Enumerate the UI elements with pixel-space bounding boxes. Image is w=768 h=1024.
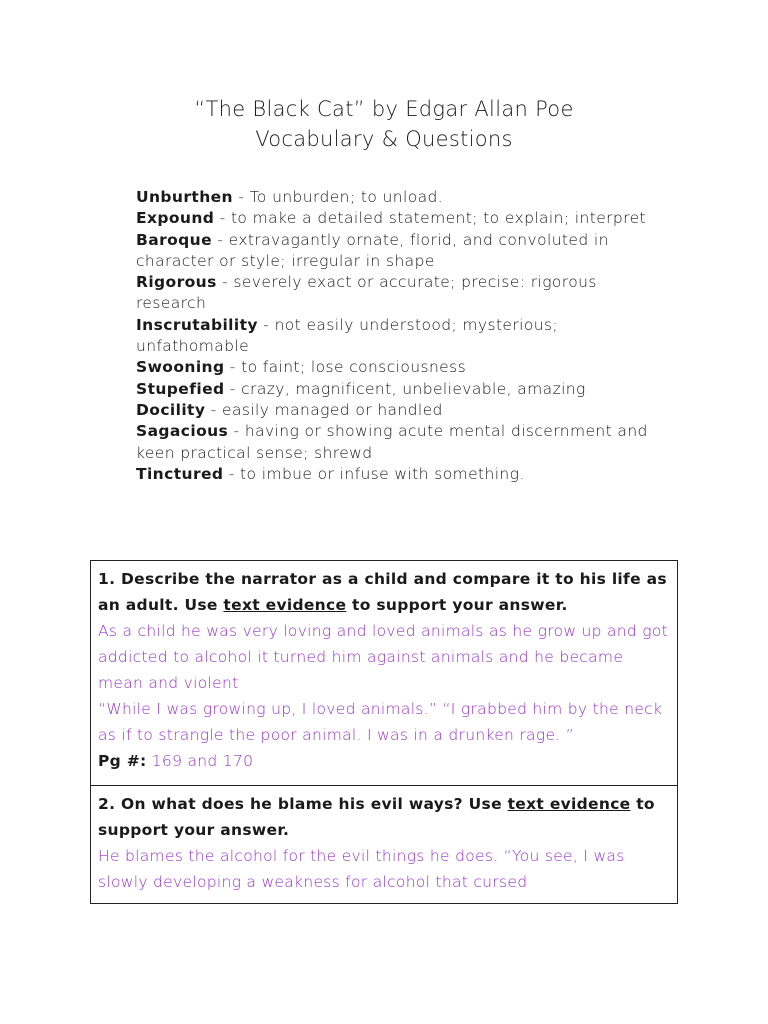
vocab-term: Rigorous: [136, 273, 217, 292]
vocab-definition: - extravagantly ornate, florid, and convoluted in character or style; irregular in shape: [136, 230, 609, 270]
vocab-term: Swooning: [136, 358, 225, 377]
page-reference: [98, 748, 671, 774]
vocabulary-list: [136, 187, 666, 485]
prompt-text: to support your answer.: [346, 596, 568, 614]
vocab-term: Sagacious: [136, 422, 229, 441]
vocab-term: Inscrutability: [136, 315, 258, 334]
vocab-term: Tinctured: [136, 464, 224, 483]
vocab-definition: - to imbue or infuse with something.: [223, 464, 525, 483]
vocab-definition: - to make a detailed statement; to explain; interpret: [214, 209, 647, 228]
answer-text: As a child he was very loving and loved animals as he grow up and got addicted to alcohol it turned him against animals and he became mean and violent: [98, 622, 669, 692]
vocab-entry: [136, 187, 666, 208]
question-box-1: [90, 560, 678, 786]
vocab-entry: [136, 400, 666, 421]
vocab-entry: [136, 230, 666, 273]
title-line-1: “The Black Cat” by Edgar Allan Poe: [194, 97, 574, 121]
question-prompt: [98, 566, 671, 618]
question-prompt: [98, 791, 671, 843]
vocab-term: Baroque: [136, 230, 213, 249]
prompt-text: 2. On what does he blame his evil ways? Use: [98, 795, 508, 813]
vocab-entry: [136, 272, 666, 315]
question-box-2: [90, 785, 678, 904]
vocab-term: Unburthen: [136, 188, 233, 206]
vocab-entry: [136, 421, 666, 464]
vocab-entry: [136, 464, 666, 485]
answer-quote: “While I was growing up, I loved animals.” “I grabbed him by the neck as if to strangle the poor animal. I was in a drunken rage. ”: [98, 700, 663, 744]
vocab-term: Expound: [136, 209, 215, 228]
answer-text: He blames the alcohol for the evil things he does. “You see, I was slowly developing a weakness for alcohol that cursed: [98, 847, 625, 891]
vocab-definition: - easily managed or handled: [205, 400, 443, 419]
prompt-text: 1. Describe the narrator as a child and compare it to his life as an adult. Use: [98, 570, 667, 614]
vocab-definition: - crazy, magnificent, unbelievable, amazing: [224, 379, 586, 398]
vocab-entry: [136, 357, 666, 378]
vocab-term: Docility: [136, 400, 206, 419]
prompt-text: to support your answer.: [98, 795, 655, 839]
vocab-entry: [136, 315, 666, 358]
vocab-definition: - severely exact or accurate; precise: rigorous research: [136, 273, 597, 313]
page-label: Pg #:: [98, 752, 147, 770]
vocab-definition: - To unburden; to unload.: [233, 188, 444, 206]
text-evidence-label: text evidence: [223, 596, 347, 614]
document-title: [0, 94, 768, 154]
text-evidence-label: text evidence: [507, 795, 631, 813]
vocab-definition: - not easily understood; mysterious; unfathomable: [136, 315, 559, 356]
vocab-entry: [136, 208, 666, 229]
title-line-2: Vocabulary & Questions: [255, 127, 513, 151]
page-value: 169 and 170: [146, 752, 254, 770]
vocab-definition: - to faint; lose consciousness: [224, 358, 467, 377]
vocab-entry: [136, 379, 666, 400]
vocab-term: Stupefied: [136, 379, 225, 398]
vocab-definition: - having or showing acute mental discernment and keen practical sense; shrewd: [136, 422, 648, 462]
